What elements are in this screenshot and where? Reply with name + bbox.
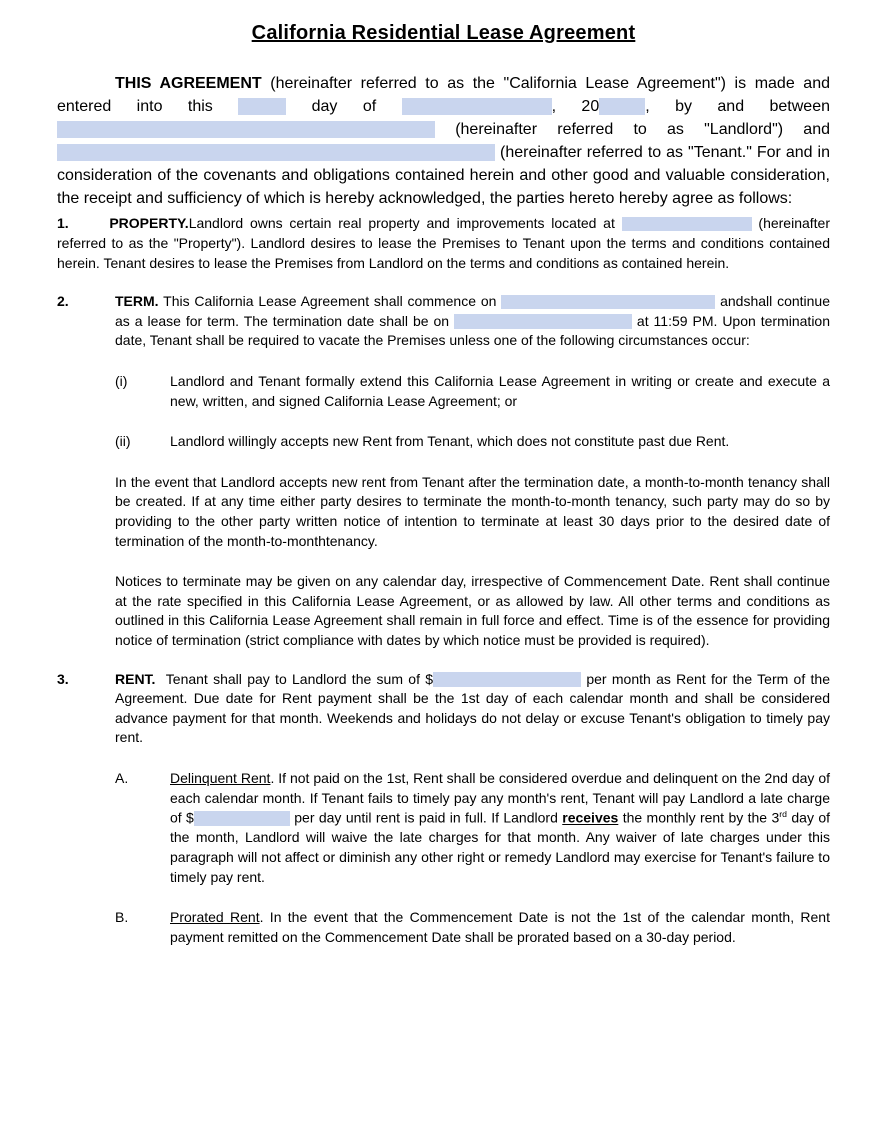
delinquent-rent-heading: Delinquent Rent (170, 769, 271, 786)
section-2-heading: TERM. (115, 293, 159, 310)
section-term (57, 292, 830, 351)
text-run: day of the month, Landlord will waive the late charges for that month. Any waiver of late charges under this paragraph will not affect or diminish any other right or remedy Landlord may exercise for Tenant's failure to timely pay rent. (170, 809, 831, 885)
property-address-field[interactable] (622, 217, 752, 232)
section-rent (57, 670, 830, 748)
text-run: Landlord owns certain real property and improvements located at (188, 215, 622, 232)
section-rent-number: 3. (57, 670, 69, 687)
monthly-rent-field[interactable] (433, 672, 581, 687)
term-clause-i-label: (i) (115, 373, 128, 390)
term-clause-ii-label: (ii) (115, 433, 131, 450)
rent-item-a (115, 769, 830, 887)
text-run: , by and between (645, 98, 830, 116)
text-run: at 11:59 PM. Upon termination date, Tenant shall be required to vacate the Premises unless one of the following circumstances occur: (115, 312, 830, 349)
text-run: This California Lease Agreement shall commence on (158, 293, 502, 310)
rent-item-b (115, 908, 830, 947)
text-run: andshall continue as a lease for term. The termination date shall be on (115, 293, 830, 329)
text-run: , 20 (551, 98, 600, 116)
text-run: . If not paid on the 1st, Rent shall be considered overdue and delinquent on the 2nd day of each calendar month. If Tenant fails to timely pay any month's rent, Tenant will pay Landlord a late charge of $ (170, 769, 830, 826)
text-run: (hereinafter referred to as the "Property"). Landlord desires to lease the Premises to Tenant upon the terms and conditions contained herein. Tenant desires to lease the Premises from Landlord on the terms and conditions as contained herein. (57, 215, 831, 272)
month-to-month-paragraph (115, 473, 830, 551)
term-clause-ii-body (170, 432, 830, 452)
landlord-name-field[interactable] (57, 121, 435, 138)
term-clause-i (115, 372, 830, 411)
term-clause-i-body (170, 372, 830, 411)
section-1-heading: PROPERTY. (109, 215, 189, 232)
text-run: (hereinafter referred to as the "California Lease Agreement") is made and entered into this (57, 75, 831, 116)
section-term-body (115, 292, 830, 351)
text-run: day of (286, 98, 402, 116)
day-of-month-field[interactable] (238, 98, 286, 115)
text-run (69, 215, 110, 231)
prorated-rent-heading: Prorated Rent (170, 909, 260, 926)
commencement-date-field[interactable] (501, 295, 715, 310)
termination-notice-paragraph (115, 572, 830, 650)
text-run: Notices to terminate may be given on any calendar day, irrespective of Commencement Date. Rent shall continue at the rate specified in this California Lease Agreement, or as allowed by law. All other terms and conditions as outlined in this California Lease Agreement shall remain in full force and effect. Time is of the essence for providing notice of termination (strict compliance with dates by which notice must be provided is required). (115, 573, 830, 648)
tenant-name-field[interactable] (57, 144, 495, 161)
intro-lead: THIS AGREEMENT (115, 75, 271, 92)
rent-item-b-label: B. (115, 909, 129, 926)
intro-paragraph (57, 72, 830, 210)
text-run: Landlord and Tenant formally extend this California Lease Agreement in writing or create and execute a new, written, and signed California Lease Agreement; or (170, 373, 830, 409)
document-title: California Residential Lease Agreement (251, 22, 636, 44)
section-3-heading: RENT. (115, 670, 156, 687)
section-1-number: 1. (57, 215, 69, 232)
ordinal-suffix: rd (779, 809, 787, 820)
text-run: In the event that Landlord accepts new rent from Tenant after the termination date, a month-to-month tenancy shall be created. If at any time either party desires to terminate the month-to-month tenancy, such party may do so by providing to the other party written notice of intention to terminate at least 30 days prior to the desired date of termination of the month-to-monthtenancy. (115, 473, 830, 549)
text-run: (hereinafter referred to as "Landlord") and (435, 121, 830, 139)
text-run: per month as Rent for the Term of the Agreement. Due date for Rent payment shall be the 1st day of each calendar month and shall be considered advance payment for that month. Weekends and holidays do not delay or excuse Tenant's obligation to timely pay rent. (115, 670, 830, 746)
text-run: Tenant shall pay to Landlord the sum of $ (155, 670, 434, 687)
text-run: per day until rent is paid in full. If Landlord (289, 809, 563, 826)
text-run: . In the event that the Commencement Date is not the 1st of the calendar month, Rent payment remitted on the Commencement Date shall be prorated based on a 30-day period. (170, 909, 830, 945)
section-property-paragraph (57, 213, 830, 273)
section-rent-body (115, 670, 830, 748)
text-run: the monthly rent by the 3 (618, 809, 780, 826)
term-clause-ii (115, 432, 830, 452)
late-charge-field[interactable] (194, 811, 290, 826)
month-field[interactable] (402, 98, 552, 115)
rent-item-b-body (170, 908, 830, 947)
termination-date-field[interactable] (454, 314, 632, 329)
rent-item-a-label: A. (115, 769, 129, 786)
text-run: (hereinafter referred to as "Tenant." For and in consideration of the covenants and obligations contained herein and other good and valuable consideration, the receipt and sufficiency of which is hereby acknowledged, the parties hereto hereby agree as follows: (57, 144, 830, 208)
year-field[interactable] (599, 98, 645, 115)
receives-emphasis: receives (562, 809, 619, 826)
text-run: Landlord willingly accepts new Rent from Tenant, which does not constitute past due Rent. (170, 433, 730, 450)
rent-item-a-body (170, 769, 830, 887)
section-term-number: 2. (57, 293, 69, 310)
